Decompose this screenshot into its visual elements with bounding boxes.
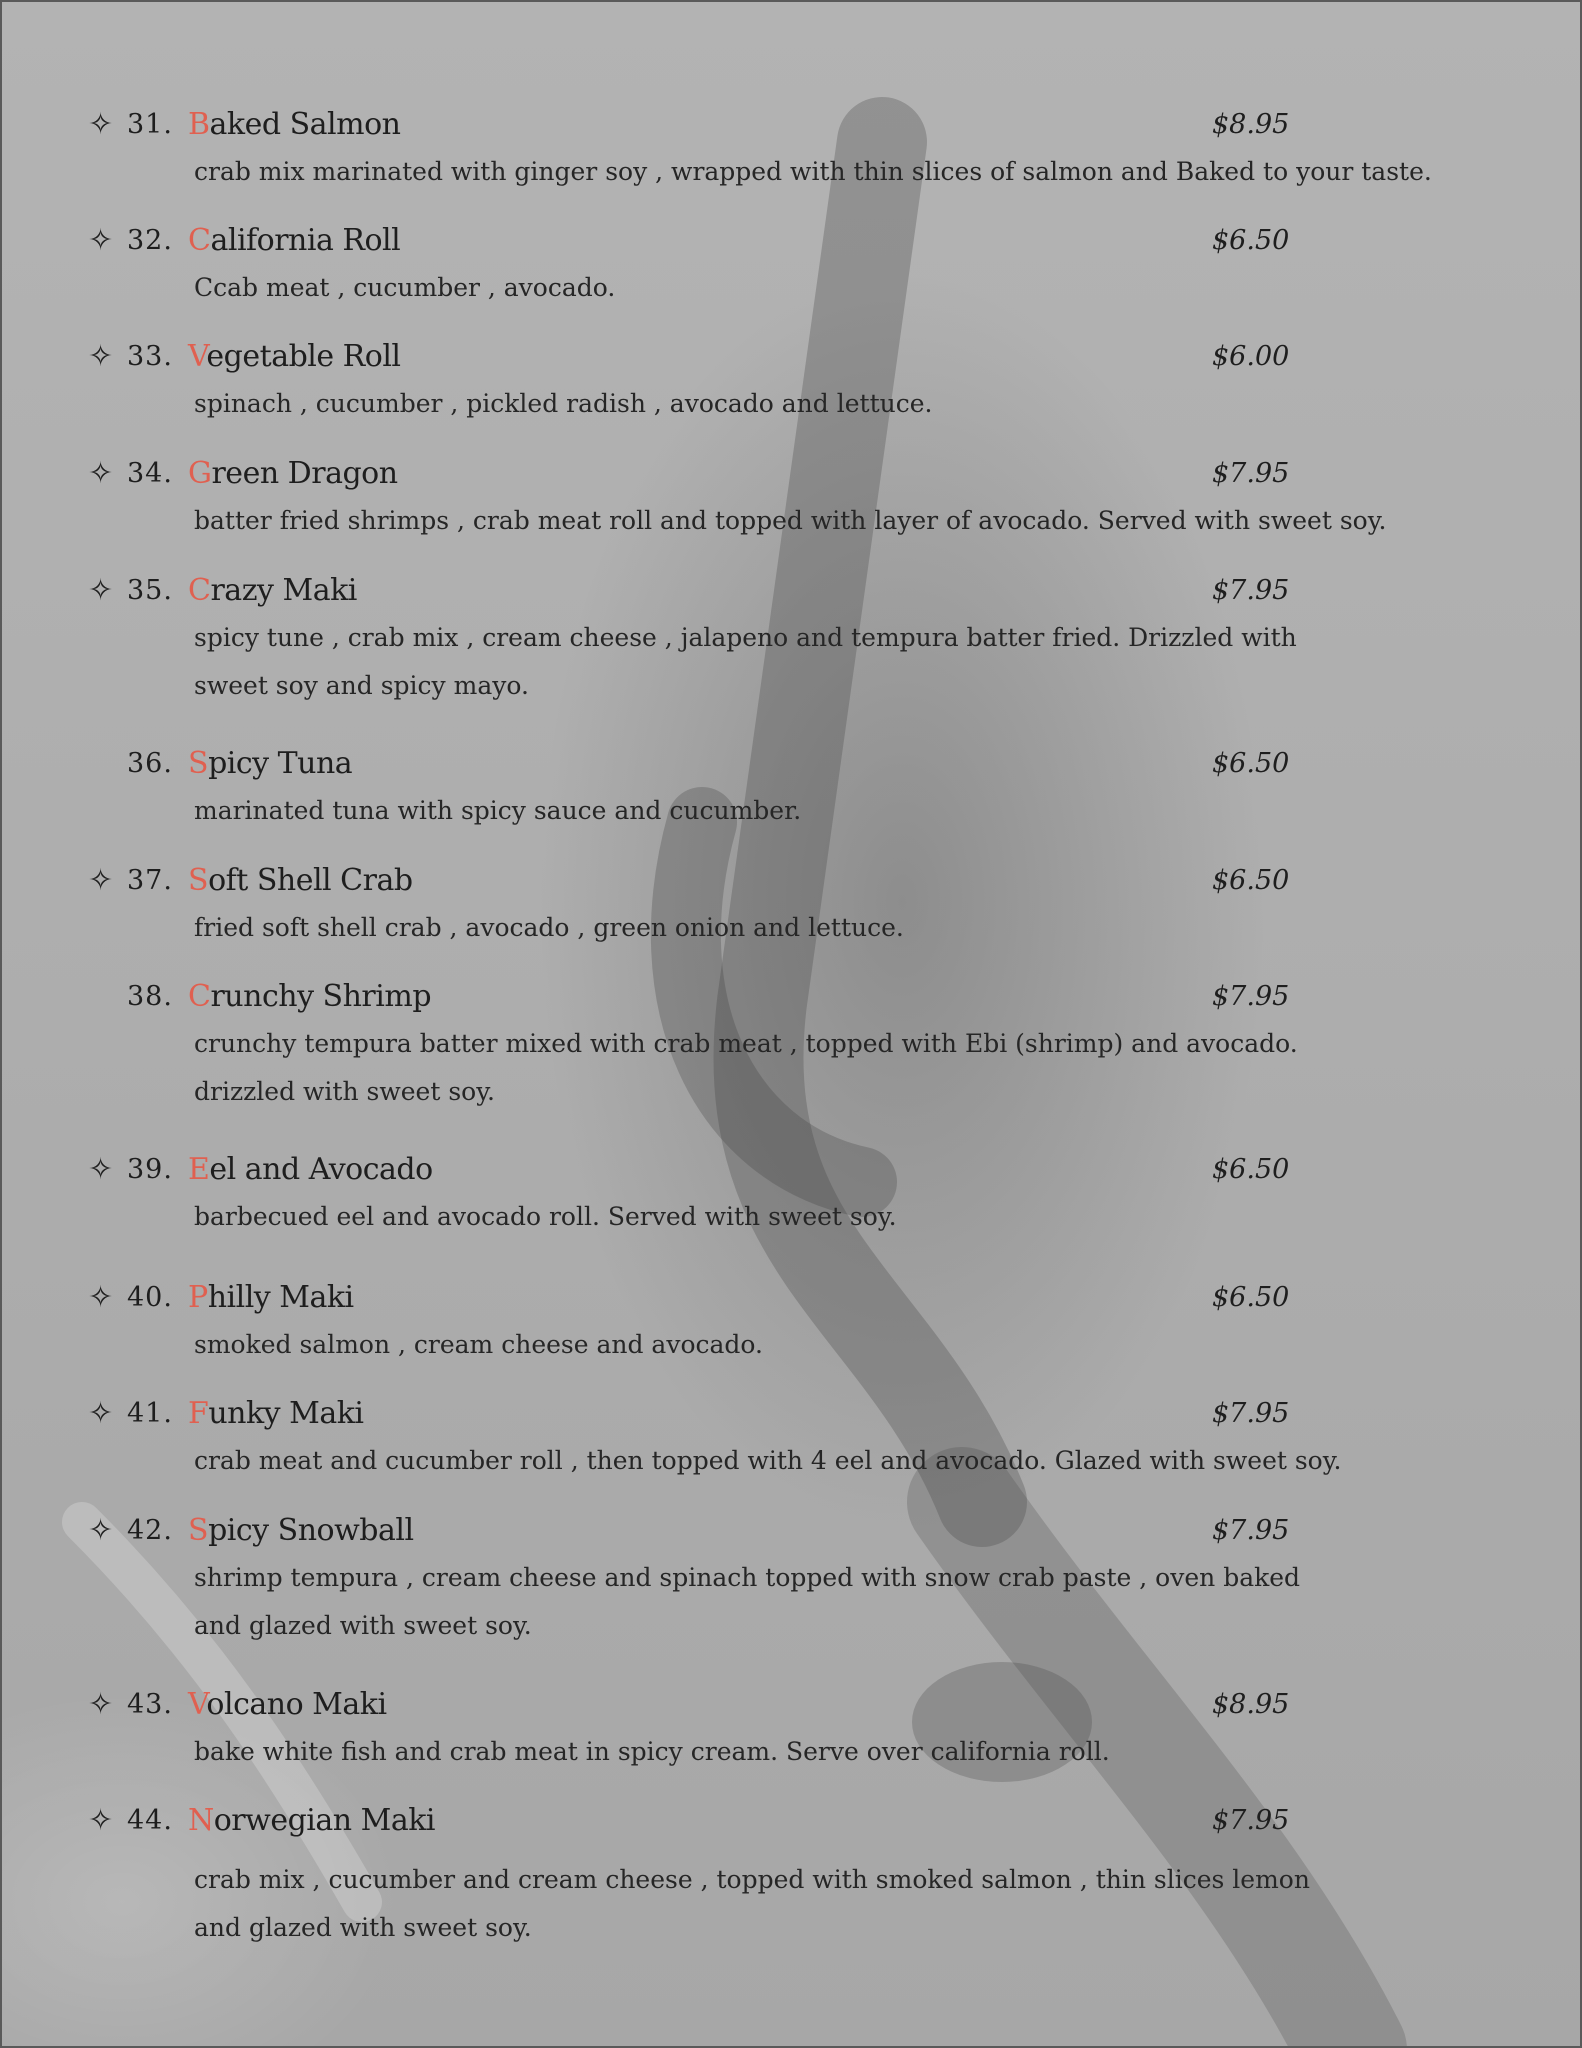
item-number: 39. [127,1154,173,1185]
item-price: $6.50 [1212,748,1290,779]
item-initial: C [188,223,211,258]
item-title-rest: oft Shell Crab [208,863,413,898]
item-number: 44. [127,1805,173,1836]
item-title-rest: unky Maki [208,1396,364,1431]
item-initial: S [188,746,209,781]
item-price: $7.95 [1212,575,1290,606]
star-icon: ✧ [88,573,114,608]
item-number: 42. [127,1515,173,1546]
item-title-rest: runchy Shrimp [210,979,432,1014]
item-title [188,980,431,1014]
item-description: crunchy tempura batter mixed with crab meat , topped with Ebi (shrimp) and avocado. drizzled with sweet soy. [194,1029,1298,1106]
item-price: $6.50 [1212,1154,1290,1185]
item-price: $7.95 [1212,981,1290,1012]
item-price: $7.95 [1212,458,1290,489]
star-icon: ✧ [88,1280,114,1315]
item-title [188,224,400,258]
item-description: bake white fish and crab meat in spicy cream. Serve over california roll. [194,1737,1110,1766]
item-description: barbecued eel and avocado roll. Served with sweet soy. [194,1202,897,1231]
item-title-rest: picy Tuna [208,746,353,781]
item-description: spinach , cucumber , pickled radish , avocado and lettuce. [194,389,933,418]
star-icon: ✧ [88,1687,114,1722]
item-title [188,340,401,374]
item-number: 43. [127,1689,173,1720]
item-title [188,108,400,142]
item-initial: C [188,573,211,608]
item-description: crab mix , cucumber and cream cheese , topped with smoked salmon , thin slices lemon and glazed with sweet soy. [194,1865,1310,1942]
item-title-rest: razy Maki [210,573,357,608]
item-price: $7.95 [1212,1805,1290,1836]
item-number: 32. [127,225,173,256]
item-title [188,1804,435,1838]
item-price: $6.00 [1212,341,1290,372]
item-title [188,457,398,491]
item-initial: P [188,1280,208,1315]
item-initial: V [188,339,207,374]
star-icon: ✧ [88,1803,114,1838]
item-description: spicy tune , crab mix , cream cheese , jalapeno and tempura batter fried. Drizzled with sweet soy and spicy mayo. [194,623,1297,700]
item-title-rest: hilly Maki [207,1280,354,1315]
item-title [188,574,357,608]
star-icon: ✧ [88,223,114,258]
item-price: $8.95 [1212,1689,1290,1720]
item-price: $6.50 [1212,1282,1290,1313]
item-title-rest: orwegian Maki [213,1803,436,1838]
star-icon: ✧ [88,456,114,491]
item-initial: N [188,1803,214,1838]
item-initial: G [188,456,212,491]
item-description: marinated tuna with spicy sauce and cucumber. [194,796,802,825]
item-description: shrimp tempura , cream cheese and spinach topped with snow crab paste , oven baked and glazed with sweet soy. [194,1563,1301,1640]
item-title-rest: aked Salmon [209,107,401,142]
item-number: 31. [127,109,173,140]
star-icon: ✧ [88,1396,114,1431]
item-title [188,1153,433,1187]
item-initial: E [188,1152,210,1187]
item-title-rest: egetable Roll [206,339,401,374]
star-icon: ✧ [88,863,114,898]
item-number: 38. [127,981,173,1012]
item-title-rest: el and Avocado [209,1152,433,1187]
item-title [188,864,413,898]
item-number: 33. [127,341,173,372]
item-description: batter fried shrimps , crab meat roll and topped with layer of avocado. Served with sweet soy. [194,506,1387,535]
item-price: $6.50 [1212,225,1290,256]
star-icon: ✧ [88,339,114,374]
item-price: $7.95 [1212,1398,1290,1429]
item-description: crab meat and cucumber roll , then topped with 4 eel and avocado. Glazed with sweet soy. [194,1446,1342,1475]
item-price: $7.95 [1212,1515,1290,1546]
item-title [188,1514,414,1548]
item-title-rest: olcano Maki [206,1687,387,1722]
item-description: fried soft shell crab , avocado , green onion and lettuce. [194,913,904,942]
item-initial: B [188,107,210,142]
star-icon: ✧ [88,107,114,142]
star-icon: ✧ [88,1513,114,1548]
item-price: $8.95 [1212,109,1290,140]
item-initial: V [188,1687,207,1722]
item-title-rest: picy Snowball [208,1513,414,1548]
item-number: 40. [127,1282,173,1313]
item-description: Ccab meat , cucumber , avocado. [194,273,616,302]
item-number: 34. [127,458,173,489]
item-title-rest: reen Dragon [211,456,398,491]
item-initial: S [188,863,209,898]
item-number: 36. [127,748,173,779]
item-title [188,747,352,781]
item-initial: F [188,1396,209,1431]
item-title-rest: alifornia Roll [210,223,401,258]
item-title [188,1397,364,1431]
item-title [188,1281,354,1315]
item-price: $6.50 [1212,865,1290,896]
item-description: crab mix marinated with ginger soy , wrapped with thin slices of salmon and Baked to your taste. [194,157,1432,186]
item-initial: S [188,1513,209,1548]
item-number: 35. [127,575,173,606]
item-initial: C [188,979,211,1014]
item-number: 41. [127,1398,173,1429]
item-number: 37. [127,865,173,896]
item-title [188,1688,387,1722]
star-icon: ✧ [88,1152,114,1187]
item-description: smoked salmon , cream cheese and avocado. [194,1330,763,1359]
